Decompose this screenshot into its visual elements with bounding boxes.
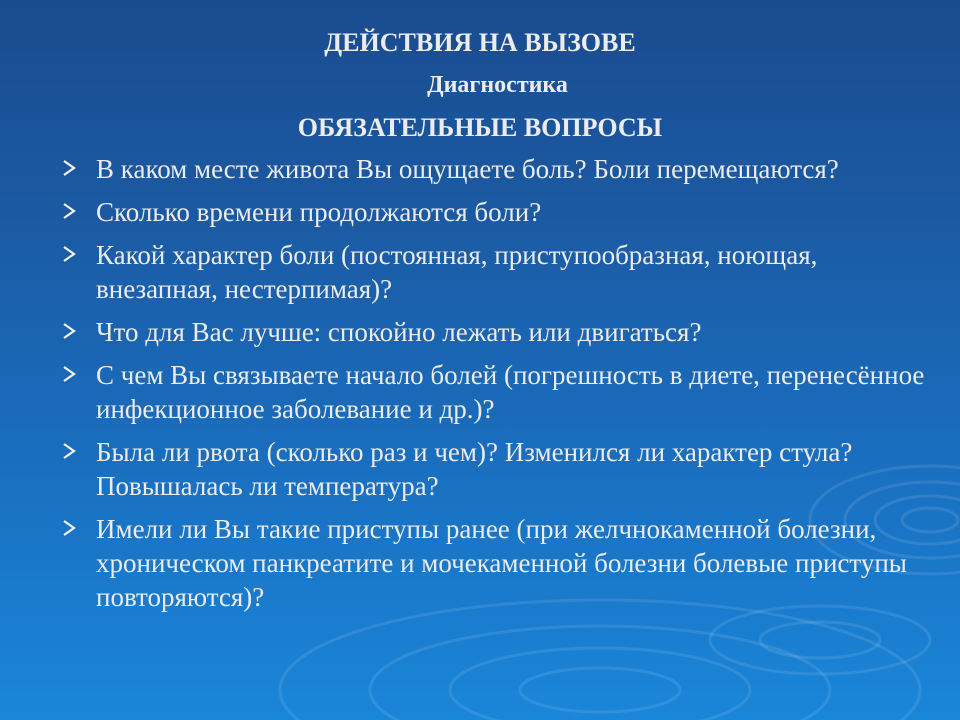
question-text: Имели ли Вы такие приступы ранее (при желчнокаменной болезни, хроническом панкреатите и мочекаменной болезни болевые приступы повторяются)?: [96, 514, 907, 612]
list-item: [56, 152, 936, 186]
question-text: Что для Вас лучше: спокойно лежать или двигаться?: [96, 317, 702, 347]
list-item: [56, 195, 936, 229]
list-item: [56, 435, 936, 503]
question-text: В каком месте живота Вы ощущаете боль? Боли перемещаются?: [96, 154, 839, 184]
chevron-right-icon: [60, 158, 80, 178]
chevron-right-icon: [60, 201, 80, 221]
chevron-right-icon: [60, 321, 80, 341]
list-item: [56, 315, 936, 349]
chevron-right-icon: [60, 441, 80, 461]
section-heading: ОБЯЗАТЕЛЬНЫЕ ВОПРОСЫ: [297, 113, 663, 142]
question-text: Была ли рвота (сколько раз и чем)? Изменился ли характер стула? Повышалась ли температура?: [96, 437, 853, 501]
list-item: [56, 238, 936, 306]
chevron-right-icon: [60, 364, 80, 384]
list-item: [56, 512, 936, 614]
slide-subtitle: Диагностика: [427, 72, 568, 98]
list-item: [56, 358, 936, 426]
question-text: С чем Вы связываете начало болей (погрешность в диете, перенесённое инфекционное заболевание и др.)?: [96, 360, 925, 424]
chevron-right-icon: [60, 244, 80, 264]
slide-title: ДЕЙСТВИЯ НА ВЫЗОВЕ: [324, 28, 636, 57]
question-list: [56, 152, 936, 623]
question-text: Сколько времени продолжаются боли?: [96, 197, 542, 227]
question-text: Какой характер боли (постоянная, приступообразная, ноющая, внезапная, нестерпимая)?: [96, 240, 818, 304]
chevron-right-icon: [60, 518, 80, 538]
